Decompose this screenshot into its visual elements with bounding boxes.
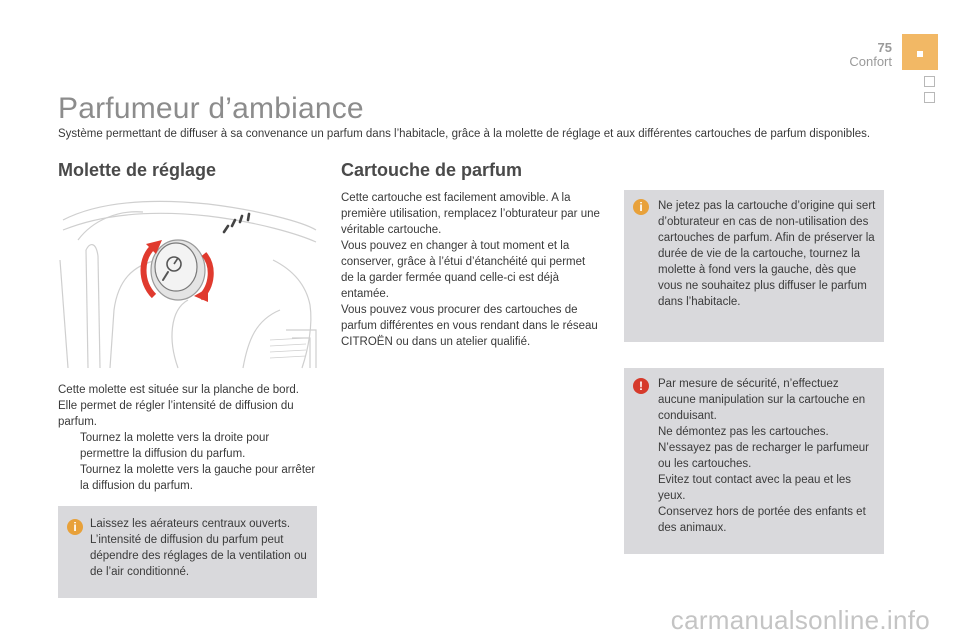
bullet-item	[58, 462, 320, 494]
page-number: 75	[877, 40, 892, 55]
cartouche-paragraph: Vous pouvez en changer à tout moment et la conserver, grâce à l’étui d’étanchéité qui permet de la garder fermée quand celle-ci est déjà entamée.	[341, 240, 586, 300]
note-aerateurs-text: Laissez les aérateurs centraux ouverts. L’intensité de diffusion du parfum peut dépendre des réglages de la ventilation ou de l’air conditionné.	[90, 518, 307, 578]
bullet-text: Tournez la molette vers la gauche pour arrêter la diffusion du parfum.	[80, 464, 316, 492]
securite-line: Par mesure de sécurité, n’effectuez aucune manipulation sur la cartouche en conduisant.	[658, 378, 866, 422]
note-origine-text: Ne jetez pas la cartouche d’origine qui sert d’obturateur en cas de non-utilisation des cartouches de parfum. Afin de préserver la durée de vie de la cartouche, tournez la molette à fond vers la gauche, dès que vous ne souhaitez plus diffuser le parfum dans l’habitacle.	[658, 200, 876, 308]
securite-line: Evitez tout contact avec la peau et les yeux.	[658, 474, 852, 502]
section-tab[interactable]	[924, 92, 935, 103]
molette-text	[58, 382, 320, 494]
note-aerateurs	[58, 506, 317, 598]
securite-line: Conservez hors de portée des enfants et des animaux.	[658, 506, 866, 534]
molette-description: Cette molette est située sur la planche de bord. Elle permet de régler l’intensité de diffusion du parfum.	[58, 384, 300, 428]
cartouche-text	[341, 190, 601, 350]
intro-text: Système permettant de diffuser à sa convenance un parfum dans l’habitacle, grâce à la molette de réglage et aux différentes cartouches de parfum disponibles.	[58, 128, 871, 140]
watermark: carmanualsonline.info	[670, 605, 930, 635]
note-cartouche-origine	[624, 190, 884, 342]
securite-line: N’essayez pas de recharger le parfumeur ou les cartouches.	[658, 442, 869, 470]
section-name: Confort	[849, 54, 892, 69]
section-tab[interactable]	[924, 76, 935, 87]
note-securite-text	[658, 376, 876, 536]
molette-illustration	[58, 190, 318, 370]
warning-icon: !	[633, 378, 649, 394]
cartouche-heading: Cartouche de parfum	[341, 160, 523, 180]
cartouche-paragraph: Vous pouvez vous procurer des cartouches de parfum différentes en vous rendant dans le réseau CITROËN ou dans un atelier qualifié.	[341, 304, 598, 348]
tab-marker-icon	[917, 51, 923, 57]
intensity-scale-icon	[224, 214, 249, 232]
section-tab-active[interactable]	[902, 34, 938, 70]
securite-line: Ne démontez pas les cartouches.	[658, 426, 829, 438]
vent-lines	[270, 338, 306, 358]
bullet-text: Tournez la molette vers la droite pour permettre la diffusion du parfum.	[80, 432, 270, 460]
info-icon: i	[633, 199, 649, 215]
molette-knob	[151, 240, 205, 300]
page-title: Parfumeur d’ambiance	[58, 92, 364, 125]
note-securite	[624, 368, 884, 554]
info-icon: i	[67, 519, 83, 535]
molette-heading: Molette de réglage	[58, 160, 217, 180]
bullet-item	[58, 430, 320, 462]
cartouche-paragraph: Cette cartouche est facilement amovible. A la première utilisation, remplacez l’obturateur par une véritable cartouche.	[341, 192, 600, 236]
